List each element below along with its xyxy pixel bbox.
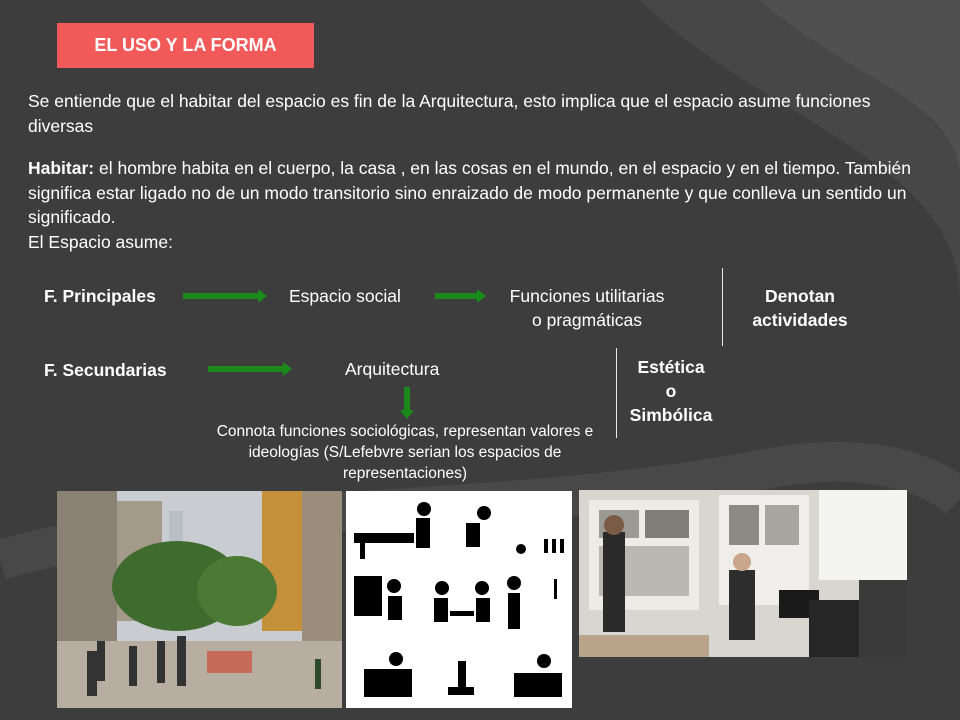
presentation-photo [579, 490, 907, 657]
funciones-utilitarias-label [484, 284, 690, 332]
divider-line-1 [722, 268, 723, 346]
espacio-social-label: Espacio social [289, 286, 401, 306]
funciones-line1: Funciones utilitarias [509, 286, 665, 306]
estetica-line3: Simbólica [629, 405, 713, 425]
denotan-line1: Denotan [765, 286, 835, 306]
funciones-line2: o pragmáticas [532, 310, 642, 330]
arrow-secundarias [208, 366, 284, 372]
denotan-line2: actividades [752, 310, 848, 330]
habitar-paragraph [28, 156, 948, 254]
street-photo [57, 491, 342, 708]
slide-title: EL USO Y LA FORMA [57, 23, 314, 68]
connota-note: Connota funciones sociológicas, representan valores e ideologías (S/Lefebvre serian los espacios de representaciones) [216, 423, 594, 482]
espacio-asume-text: El Espacio asume: [28, 231, 173, 252]
arrow-espacio-social [435, 293, 478, 299]
f-principales-label: F. Principales [44, 286, 156, 306]
estetica-line2: o [665, 381, 677, 401]
arquitectura-label: Arquitectura [345, 359, 440, 379]
activity-pictograms [346, 491, 572, 708]
arrow-down-arquitectura [404, 387, 410, 411]
habitar-term: Habitar: [28, 158, 95, 178]
habitar-text: el hombre habita en el cuerpo, la casa , en las cosas en el mundo, en el espacio y en el tiempo. También significa estar ligado no de un modo transitorio sino enraizado de modo permanente y que conlleva un sentido un significado. [28, 158, 911, 227]
estetica-line1: Estética [637, 357, 705, 377]
arrow-principales [183, 293, 259, 299]
intro-paragraph: Se entiende que el habitar del espacio es fin de la Arquitectura, esto implica que el espacio asume funciones diversas [28, 91, 871, 136]
f-secundarias-label: F. Secundarias [44, 360, 167, 380]
estetica-simbolica-label [616, 355, 726, 427]
denotan-actividades-label [733, 284, 867, 332]
